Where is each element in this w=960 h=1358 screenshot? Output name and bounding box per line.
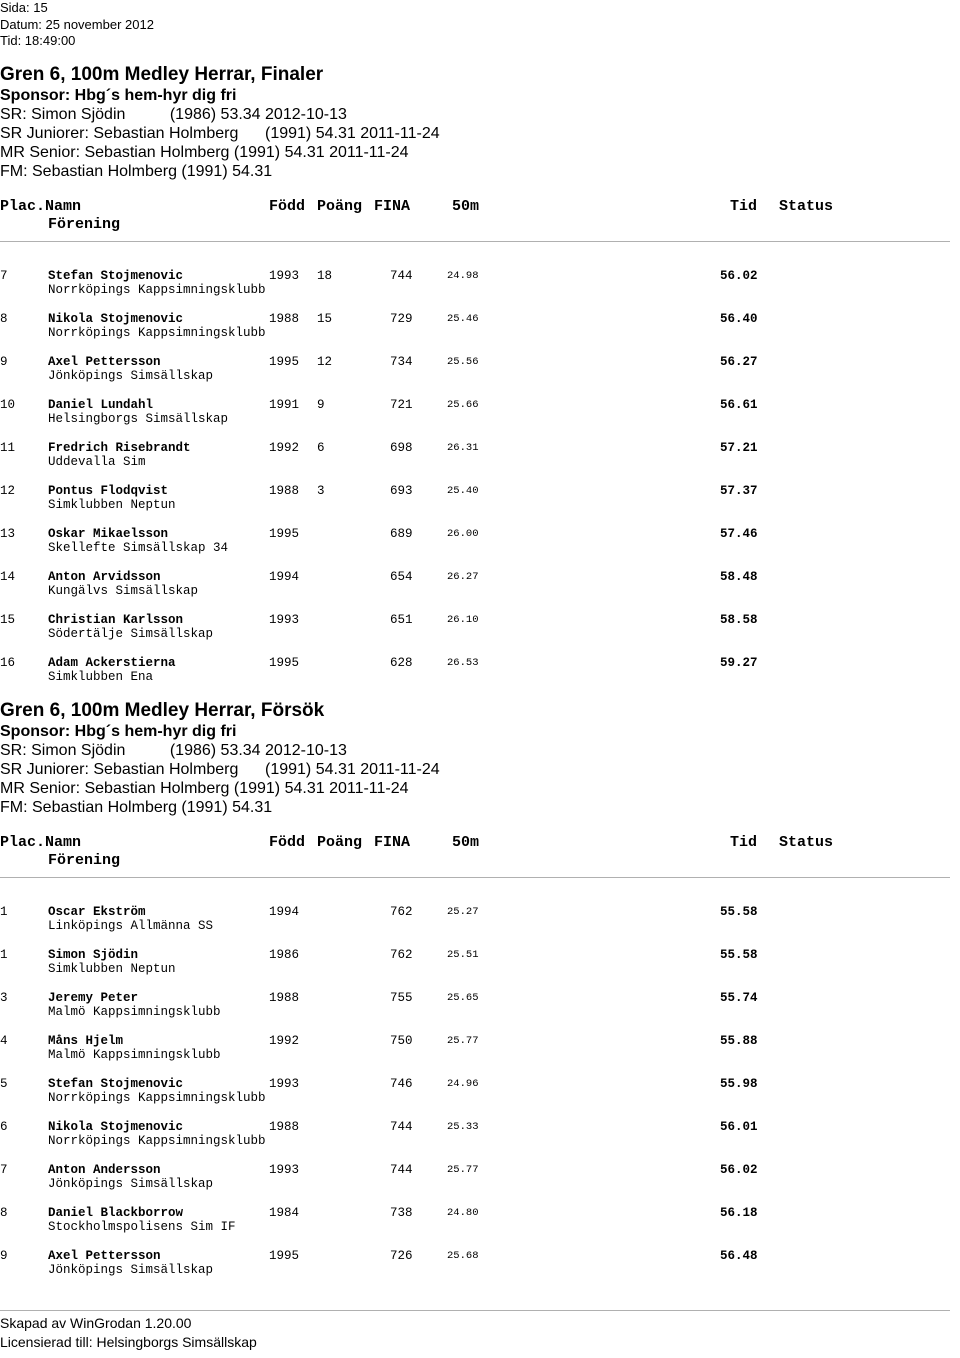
final-time: 56.18 — [720, 1206, 758, 1220]
final-time: 56.40 — [720, 312, 758, 326]
split-time: 24.80 — [447, 1207, 479, 1219]
placing: 5 — [0, 1077, 8, 1091]
fina-points: 726 — [390, 1249, 413, 1263]
col-fodd: Född — [269, 834, 306, 851]
swimmer-name: Christian Karlsson — [48, 613, 184, 627]
record-line: SR Juniorer: Sebastian Holmberg (1991) 54.31 2011-11-24 — [0, 125, 440, 142]
col-fina: FINA — [374, 198, 411, 215]
birth-year: 1988 — [269, 991, 300, 1005]
col-forening: Förening — [48, 216, 121, 233]
final-time: 56.61 — [720, 398, 758, 412]
birth-year: 1986 — [269, 948, 300, 962]
col-tid: Tid — [730, 834, 758, 851]
club-name: Simklubben Neptun — [48, 498, 176, 512]
header-divider — [0, 241, 950, 242]
placing: 16 — [0, 656, 16, 670]
club-name: Kungälvs Simsällskap — [48, 584, 199, 598]
club-name: Jönköpings Simsällskap — [48, 369, 214, 383]
swimmer-name: Adam Ackerstierna — [48, 656, 176, 670]
col-fina: FINA — [374, 834, 411, 851]
fina-points: 729 — [390, 312, 413, 326]
header-divider — [0, 877, 950, 878]
result-row — [0, 398, 960, 441]
birth-year: 1993 — [269, 269, 300, 283]
event-section — [0, 700, 960, 1292]
col-poang: Poäng — [317, 834, 363, 851]
placing: 11 — [0, 441, 16, 455]
record-line: SR: Simon Sjödin (1986) 53.34 2012-10-13 — [0, 742, 347, 759]
swimmer-name: Stefan Stojmenovic — [48, 269, 184, 283]
points: 18 — [317, 269, 333, 283]
birth-year: 1995 — [269, 656, 300, 670]
split-time: 25.33 — [447, 1121, 479, 1133]
column-header — [0, 834, 960, 870]
page-footer — [0, 1310, 960, 1352]
print-time: Tid: 18:49:00 — [0, 33, 76, 48]
swimmer-name: Stefan Stojmenovic — [48, 1077, 184, 1091]
swimmer-name: Simon Sjödin — [48, 948, 139, 962]
result-row — [0, 613, 960, 656]
swimmer-name: Nikola Stojmenovic — [48, 312, 184, 326]
placing: 8 — [0, 1206, 8, 1220]
record-line: MR Senior: Sebastian Holmberg (1991) 54.31 2011-11-24 — [0, 780, 409, 797]
points: 6 — [317, 441, 325, 455]
col-fodd: Född — [269, 198, 306, 215]
fina-points: 744 — [390, 269, 413, 283]
final-time: 55.88 — [720, 1034, 758, 1048]
split-time: 25.77 — [447, 1035, 479, 1047]
col-plac-namn: Plac.Namn — [0, 198, 82, 215]
placing: 4 — [0, 1034, 8, 1048]
split-time: 25.27 — [447, 906, 479, 918]
split-time: 25.46 — [447, 313, 479, 325]
col-tid: Tid — [730, 198, 758, 215]
points: 9 — [317, 398, 325, 412]
club-name: Malmö Kappsimningsklubb — [48, 1005, 221, 1019]
club-name: Linköpings Allmänna SS — [48, 919, 214, 933]
result-row — [0, 484, 960, 527]
split-time: 25.68 — [447, 1250, 479, 1262]
split-time: 24.96 — [447, 1078, 479, 1090]
birth-year: 1994 — [269, 905, 300, 919]
placing: 10 — [0, 398, 16, 412]
col-plac-namn: Plac.Namn — [0, 834, 82, 851]
split-time: 25.56 — [447, 356, 479, 368]
placing: 12 — [0, 484, 16, 498]
split-time: 25.66 — [447, 399, 479, 411]
fina-points: 762 — [390, 948, 413, 962]
club-name: Simklubben Neptun — [48, 962, 176, 976]
birth-year: 1995 — [269, 527, 300, 541]
fina-points: 734 — [390, 355, 413, 369]
swimmer-name: Pontus Flodqvist — [48, 484, 169, 498]
fina-points: 744 — [390, 1163, 413, 1177]
swimmer-name: Anton Andersson — [48, 1163, 161, 1177]
placing: 8 — [0, 312, 8, 326]
club-name: Norrköpings Kappsimningsklubb — [48, 326, 266, 340]
fina-points: 750 — [390, 1034, 413, 1048]
swimmer-name: Axel Pettersson — [48, 355, 161, 369]
club-name: Norrköpings Kappsimningsklubb — [48, 1091, 266, 1105]
col-50m: 50m — [452, 198, 480, 215]
fina-points: 689 — [390, 527, 413, 541]
final-time: 58.58 — [720, 613, 758, 627]
result-row — [0, 441, 960, 484]
club-name: Uddevalla Sim — [48, 455, 146, 469]
fina-points: 746 — [390, 1077, 413, 1091]
col-50m: 50m — [452, 834, 480, 851]
fina-points: 762 — [390, 905, 413, 919]
result-row — [0, 312, 960, 355]
result-row — [0, 1034, 960, 1077]
result-row — [0, 1163, 960, 1206]
split-time: 26.53 — [447, 657, 479, 669]
final-time: 55.74 — [720, 991, 758, 1005]
placing: 7 — [0, 269, 8, 283]
result-row — [0, 656, 960, 699]
event-title: Gren 6, 100m Medley Herrar, Finaler — [0, 64, 324, 85]
fina-points: 654 — [390, 570, 413, 584]
split-time: 25.40 — [447, 485, 479, 497]
result-row — [0, 1077, 960, 1120]
split-time: 24.98 — [447, 270, 479, 282]
result-row — [0, 948, 960, 991]
split-time: 25.65 — [447, 992, 479, 1004]
record-line: FM: Sebastian Holmberg (1991) 54.31 — [0, 799, 273, 816]
fina-points: 721 — [390, 398, 413, 412]
record-line: SR: Simon Sjödin (1986) 53.34 2012-10-13 — [0, 106, 347, 123]
result-row — [0, 355, 960, 398]
club-name: Jönköpings Simsällskap — [48, 1263, 214, 1277]
club-name: Jönköpings Simsällskap — [48, 1177, 214, 1191]
swimmer-name: Anton Arvidsson — [48, 570, 161, 584]
final-time: 59.27 — [720, 656, 758, 670]
split-time: 25.51 — [447, 949, 479, 961]
club-name: Södertälje Simsällskap — [48, 627, 214, 641]
birth-year: 1988 — [269, 312, 300, 326]
column-header — [0, 198, 960, 234]
swimmer-name: Nikola Stojmenovic — [48, 1120, 184, 1134]
final-time: 56.02 — [720, 269, 758, 283]
swimmer-name: Daniel Blackborrow — [48, 1206, 184, 1220]
placing: 14 — [0, 570, 16, 584]
final-time: 56.48 — [720, 1249, 758, 1263]
placing: 9 — [0, 1249, 8, 1263]
col-status: Status — [779, 198, 834, 215]
fina-points: 698 — [390, 441, 413, 455]
placing: 15 — [0, 613, 16, 627]
fina-points: 738 — [390, 1206, 413, 1220]
points: 12 — [317, 355, 333, 369]
final-time: 57.37 — [720, 484, 758, 498]
birth-year: 1995 — [269, 355, 300, 369]
club-name: Skellefte Simsällskap 34 — [48, 541, 229, 555]
birth-year: 1988 — [269, 484, 300, 498]
club-name: Simklubben Ena — [48, 670, 154, 684]
fina-points: 628 — [390, 656, 413, 670]
swimmer-name: Jeremy Peter — [48, 991, 139, 1005]
split-time: 26.31 — [447, 442, 479, 454]
col-poang: Poäng — [317, 198, 363, 215]
swimmer-name: Oskar Mikaelsson — [48, 527, 169, 541]
record-line: MR Senior: Sebastian Holmberg (1991) 54.31 2011-11-24 — [0, 144, 409, 161]
placing: 13 — [0, 527, 16, 541]
final-time: 55.98 — [720, 1077, 758, 1091]
final-time: 58.48 — [720, 570, 758, 584]
birth-year: 1993 — [269, 1163, 300, 1177]
licensed-to: Licensierad till: Helsingborgs Simsällskap — [0, 1334, 257, 1350]
swimmer-name: Axel Pettersson — [48, 1249, 161, 1263]
record-line: SR Juniorer: Sebastian Holmberg (1991) 54.31 2011-11-24 — [0, 761, 440, 778]
split-time: 26.27 — [447, 571, 479, 583]
result-row — [0, 905, 960, 948]
final-time: 57.21 — [720, 441, 758, 455]
record-line: FM: Sebastian Holmberg (1991) 54.31 — [0, 163, 273, 180]
result-row — [0, 991, 960, 1034]
page-header — [0, 0, 154, 50]
club-name: Norrköpings Kappsimningsklubb — [48, 1134, 266, 1148]
event-sponsor: Sponsor: Hbg´s hem-hyr dig fri — [0, 723, 237, 740]
placing: 3 — [0, 991, 8, 1005]
col-forening: Förening — [48, 852, 121, 869]
points: 15 — [317, 312, 333, 326]
placing: 7 — [0, 1163, 8, 1177]
birth-year: 1984 — [269, 1206, 300, 1220]
fina-points: 651 — [390, 613, 413, 627]
footer-divider — [0, 1310, 950, 1311]
fina-points: 744 — [390, 1120, 413, 1134]
swimmer-name: Daniel Lundahl — [48, 398, 154, 412]
placing: 9 — [0, 355, 8, 369]
points: 3 — [317, 484, 325, 498]
club-name: Malmö Kappsimningsklubb — [48, 1048, 221, 1062]
result-row — [0, 570, 960, 613]
birth-year: 1991 — [269, 398, 300, 412]
final-time: 55.58 — [720, 905, 758, 919]
result-row — [0, 269, 960, 312]
birth-year: 1992 — [269, 441, 300, 455]
result-row — [0, 527, 960, 570]
result-row — [0, 1120, 960, 1163]
final-time: 57.46 — [720, 527, 758, 541]
club-name: Stockholmspolisens Sim IF — [48, 1220, 236, 1234]
event-title: Gren 6, 100m Medley Herrar, Försök — [0, 700, 325, 721]
placing: 1 — [0, 948, 8, 962]
final-time: 56.27 — [720, 355, 758, 369]
print-date: Datum: 25 november 2012 — [0, 16, 154, 32]
birth-year: 1988 — [269, 1120, 300, 1134]
club-name: Norrköpings Kappsimningsklubb — [48, 283, 266, 297]
split-time: 25.77 — [447, 1164, 479, 1176]
event-section — [0, 64, 960, 699]
event-sponsor: Sponsor: Hbg´s hem-hyr dig fri — [0, 87, 237, 104]
fina-points: 755 — [390, 991, 413, 1005]
page-number: Sida: 15 — [0, 0, 48, 15]
col-status: Status — [779, 834, 834, 851]
swimmer-name: Fredrich Risebrandt — [48, 441, 191, 455]
final-time: 56.02 — [720, 1163, 758, 1177]
swimmer-name: Måns Hjelm — [48, 1034, 124, 1048]
placing: 1 — [0, 905, 8, 919]
final-time: 55.58 — [720, 948, 758, 962]
split-time: 26.00 — [447, 528, 479, 540]
club-name: Helsingborgs Simsällskap — [48, 412, 229, 426]
birth-year: 1995 — [269, 1249, 300, 1263]
split-time: 26.10 — [447, 614, 479, 626]
swimmer-name: Oscar Ekström — [48, 905, 146, 919]
placing: 6 — [0, 1120, 8, 1134]
final-time: 56.01 — [720, 1120, 758, 1134]
result-row — [0, 1249, 960, 1292]
birth-year: 1993 — [269, 1077, 300, 1091]
created-by: Skapad av WinGrodan 1.20.00 — [0, 1315, 192, 1331]
birth-year: 1994 — [269, 570, 300, 584]
result-row — [0, 1206, 960, 1249]
birth-year: 1992 — [269, 1034, 300, 1048]
birth-year: 1993 — [269, 613, 300, 627]
fina-points: 693 — [390, 484, 413, 498]
